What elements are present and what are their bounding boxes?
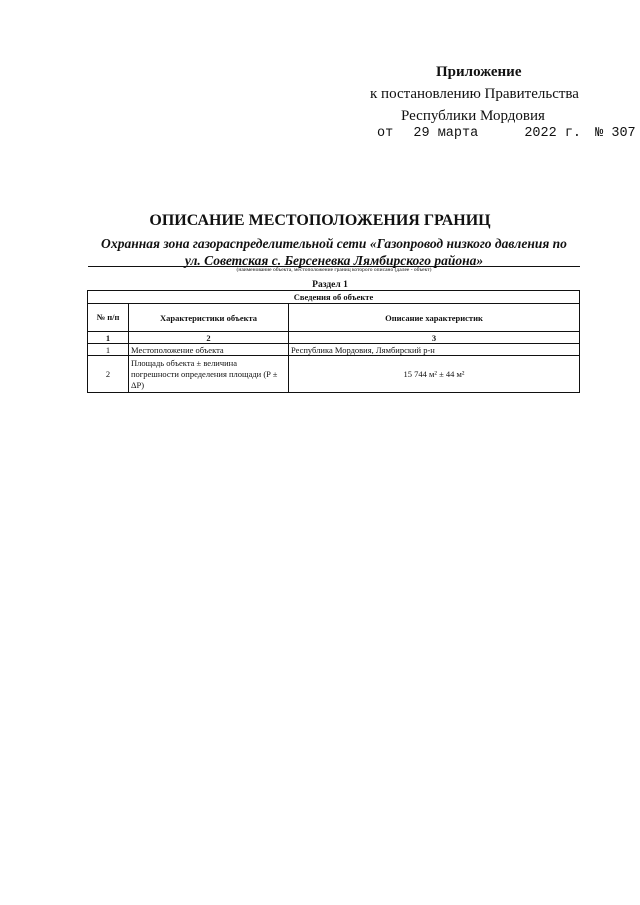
date-year: 2022 г. [524, 126, 582, 141]
appendix-title: Приложение [436, 64, 522, 80]
decree-line: к постановлению Правительства [370, 86, 579, 102]
table-section-header: Сведения об объекте [88, 291, 580, 304]
object-name-line2: ул. Советская с. Берсеневка Лямбирского района» [184, 253, 484, 268]
row-characteristic: Площадь объекта ± величина погрешности определения площади (P ± ΔP) [129, 356, 289, 393]
republic-line: Республики Мордовия [401, 108, 545, 124]
date-prefix: от [377, 126, 394, 141]
row-num: 2 [88, 356, 129, 393]
col-header-num: № п/п [88, 304, 129, 332]
col-number-1: 1 [88, 332, 129, 344]
row-characteristic: Местоположение объекта [129, 344, 289, 356]
table-row [88, 356, 580, 393]
decree-number: № 307 [595, 126, 636, 141]
decree-date [377, 126, 636, 141]
row-description: Республика Мордовия, Лямбирский р-н [289, 344, 580, 356]
table-column-numbers-row [88, 332, 580, 344]
table-section-header-row [88, 291, 580, 304]
row-description: 15 744 м² ± 44 м² [289, 356, 580, 393]
object-info-table [87, 290, 580, 393]
col-number-2: 2 [129, 332, 289, 344]
col-number-3: 3 [289, 332, 580, 344]
row-num: 1 [88, 344, 129, 356]
col-header-characteristic: Характеристики объекта [129, 304, 289, 332]
table-header-row [88, 304, 580, 332]
section-label: Раздел 1 [312, 280, 348, 290]
date-day-month: 29 марта [413, 126, 479, 141]
table-row [88, 344, 580, 356]
document-title: ОПИСАНИЕ МЕСТОПОЛОЖЕНИЯ ГРАНИЦ [149, 212, 491, 229]
col-header-description: Описание характеристик [289, 304, 580, 332]
object-name-line1: Охранная зона газораспределительной сети «Газопровод низкого давления по [101, 236, 567, 251]
object-name-caption: (наименование объекта, местоположение границ которого описано (далее - объект) [236, 267, 432, 273]
